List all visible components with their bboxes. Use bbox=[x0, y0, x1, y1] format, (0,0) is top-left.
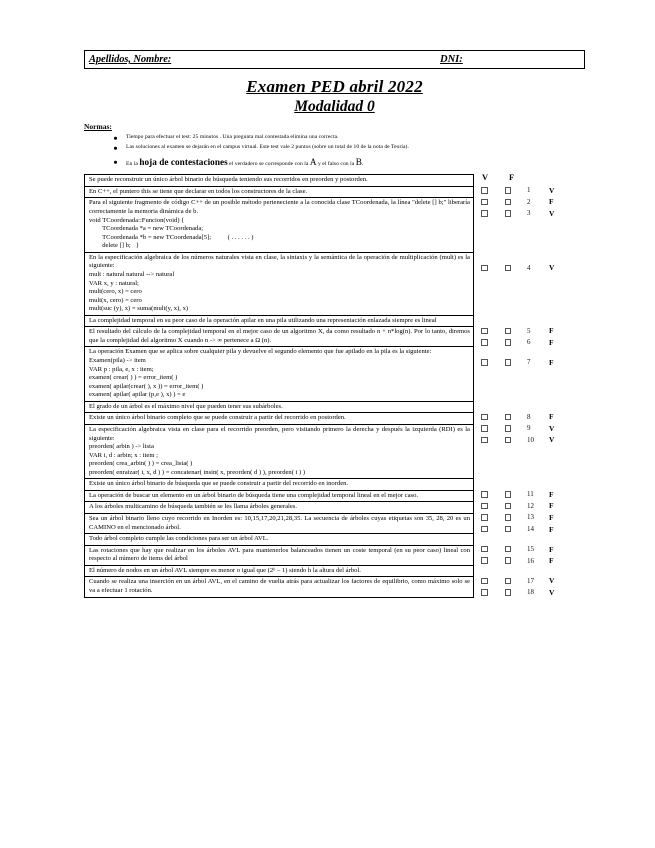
answer-row bbox=[480, 424, 554, 433]
checkbox-true[interactable] bbox=[481, 437, 488, 444]
question-code-line: mult : natural natural --> natural bbox=[89, 270, 175, 278]
checkbox-false[interactable] bbox=[505, 187, 512, 194]
question-code-line: examen( crear( ) ) = error_item( ) bbox=[89, 374, 178, 382]
question-cell bbox=[85, 565, 474, 577]
checkbox-true[interactable] bbox=[481, 414, 488, 421]
question-text: Existe un único árbol binario completo que se puede construir a partir del recorrido en postorden. bbox=[89, 414, 346, 422]
question-text: Existe un único árbol binario de búsqueda que se puede construir a partir del recorrido en inorden. bbox=[89, 480, 349, 488]
norma-emph-end: . bbox=[361, 160, 364, 167]
question-code-line: mult(x, cero) = cero bbox=[89, 296, 142, 304]
question-code-line: preorden( arbin ) -> lista bbox=[89, 443, 154, 451]
question-text: El resultado del cálculo de la complejidad temporal en el mejor caso de un algoritmo X, da como resultado n + n*log(n). Por lo tanto, diremos que la complejidad del algoritmo X cuando n -> ∞ pertenece a Ω (n). bbox=[89, 328, 470, 344]
question-number: 6 bbox=[527, 338, 531, 347]
question-code-line: void TCoordenada::Funcion(void) { bbox=[89, 216, 185, 224]
answer-row bbox=[480, 525, 554, 534]
answer-key: F bbox=[549, 544, 554, 554]
question-number: 8 bbox=[527, 412, 531, 421]
answer-row bbox=[480, 412, 554, 421]
checkbox-true[interactable] bbox=[481, 546, 488, 553]
question-cell bbox=[85, 534, 474, 546]
exam-title: Examen PED abril 2022 bbox=[246, 77, 423, 96]
answer-key: F bbox=[549, 357, 554, 367]
answer-key: V bbox=[549, 263, 555, 273]
table-row bbox=[85, 479, 474, 491]
question-number: 12 bbox=[527, 501, 534, 510]
questions-table bbox=[84, 174, 474, 597]
question-code-line: preorden( crea_arbin( ) ) = crea_lista( ) bbox=[89, 460, 193, 468]
question-code-line: TCoordenada *b = new TCoordenada[5]; ( . . . . . . ) bbox=[89, 233, 254, 241]
answer-key: V bbox=[549, 185, 555, 195]
question-number: 13 bbox=[527, 513, 534, 522]
checkbox-false[interactable] bbox=[505, 210, 512, 217]
question-cell bbox=[85, 413, 474, 425]
table-row bbox=[85, 186, 474, 198]
table-row bbox=[85, 198, 474, 252]
answer-row bbox=[480, 588, 554, 597]
checkbox-true[interactable] bbox=[481, 526, 488, 533]
answer-row bbox=[480, 209, 554, 218]
question-code-line: VAR i, d : arbin; x : item ; bbox=[89, 451, 158, 459]
question-code-line: Examen(pila) -> item bbox=[89, 357, 146, 365]
answer-key: V bbox=[549, 587, 555, 597]
dni-label: DNI: bbox=[440, 54, 463, 65]
question-number: 11 bbox=[527, 490, 534, 499]
answer-key: F bbox=[549, 524, 554, 534]
column-header-f: F bbox=[509, 173, 515, 183]
question-number: 5 bbox=[527, 326, 531, 335]
checkbox-false[interactable] bbox=[505, 414, 512, 421]
checkbox-false[interactable] bbox=[505, 437, 512, 444]
question-number: 1 bbox=[527, 186, 531, 195]
question-cell bbox=[85, 401, 474, 413]
norma-letter-b: B bbox=[355, 156, 362, 167]
question-cell bbox=[85, 347, 474, 401]
answer-row bbox=[480, 435, 554, 444]
question-code-line: delete [] b; } bbox=[89, 242, 139, 250]
table-row bbox=[85, 347, 474, 401]
question-cell bbox=[85, 186, 474, 198]
answer-key: F bbox=[549, 489, 554, 499]
question-cell bbox=[85, 424, 474, 478]
checkbox-false[interactable] bbox=[505, 425, 512, 432]
question-code-line: examen( apilar( apilar (p,e ), x) ) = e bbox=[89, 391, 186, 399]
table-row bbox=[85, 534, 474, 546]
question-cell bbox=[85, 252, 474, 315]
identity-box[interactable] bbox=[84, 50, 585, 69]
normas-list bbox=[84, 133, 585, 171]
question-number: 2 bbox=[527, 197, 531, 206]
answer-key: F bbox=[549, 512, 554, 522]
table-row bbox=[85, 490, 474, 502]
question-text: Todo árbol completo cumple las condiciones para ser un árbol AVL. bbox=[89, 535, 269, 543]
table-row bbox=[85, 413, 474, 425]
question-cell bbox=[85, 490, 474, 502]
norma-letter-a: A bbox=[309, 156, 317, 167]
answer-key: F bbox=[549, 197, 554, 207]
checkbox-true[interactable] bbox=[481, 210, 488, 217]
question-cell bbox=[85, 315, 474, 327]
checkbox-true[interactable] bbox=[481, 328, 488, 335]
answer-row bbox=[480, 545, 554, 554]
answer-key: F bbox=[549, 412, 554, 422]
checkbox-false[interactable] bbox=[505, 578, 512, 585]
question-text: En la especificación algebraica de los números naturales vista en clase, la sintaxis y la semántica de la operación de multiplicación (mult) es la siguiente: bbox=[89, 253, 470, 270]
bullet-icon bbox=[114, 161, 117, 164]
bullet-icon bbox=[114, 147, 117, 150]
answer-key: F bbox=[549, 501, 554, 511]
normas-heading: Normas: bbox=[84, 122, 112, 132]
question-number: 4 bbox=[527, 263, 531, 272]
checkbox-true[interactable] bbox=[481, 578, 488, 585]
question-text: Las rotaciones que hay que realizar en los árboles AVL para mantenerlos balanceados tienen un coste temporal (en su peor caso) lineal con respecto al número de items del árbol bbox=[89, 546, 470, 563]
question-text: El número de nodos en un árbol AVL siempre es menor o igual que (2ʰ – 1) siendo h la altura del árbol. bbox=[89, 566, 361, 574]
answer-key: F bbox=[549, 556, 554, 566]
answer-key: V bbox=[549, 208, 555, 218]
question-number: 9 bbox=[527, 424, 531, 433]
norma-emph-mid: el verdadero se corresponde con la bbox=[227, 160, 310, 167]
question-text: A los árboles multicamino de búsqueda también se les llama árboles generales. bbox=[89, 503, 298, 511]
question-cell bbox=[85, 327, 474, 347]
answer-row bbox=[480, 263, 554, 272]
exam-subtitle: Modalidad 0 bbox=[294, 98, 375, 116]
table-row bbox=[85, 545, 474, 565]
norma-emph-mid2: y el falso con la bbox=[316, 160, 356, 167]
question-number: 3 bbox=[527, 209, 531, 218]
title-block bbox=[84, 76, 585, 117]
norma-item bbox=[84, 133, 585, 143]
checkbox-false[interactable] bbox=[505, 503, 512, 510]
question-cell bbox=[85, 175, 474, 187]
checkbox-false[interactable] bbox=[505, 359, 512, 366]
answers-column bbox=[480, 173, 585, 597]
question-text: La complejidad temporal en su peor caso de la operación apilar en una pila utilizando una representación enlazada siempre es lineal bbox=[89, 316, 437, 324]
table-row bbox=[85, 175, 474, 187]
question-text: La operación Examen que se aplica sobre cualquier pila y devuelve el segundo elemento que fue apilado en la pila es la siguiente: bbox=[89, 348, 432, 356]
question-number: 7 bbox=[527, 358, 531, 367]
answer-row bbox=[480, 358, 554, 367]
table-row bbox=[85, 565, 474, 577]
question-text: La especificación algebraica vista en clase para el recorrido preorden, pero visitando primero la derecha y después la izquierda (RDI) es la siguiente: bbox=[89, 425, 470, 442]
question-text: Cuando se realiza una inserción en un árbol AVL, en el camino de vuelta atrás para actualizar los factores de equilibrio, como máximo solo se va a efectuar 1 rotación. bbox=[89, 578, 470, 594]
answer-row bbox=[480, 501, 554, 510]
checkbox-true[interactable] bbox=[481, 514, 488, 521]
norma-text: Tiempo para efectuar el test: 25 minutos . Una pregunta mal contestada elimina una correcta. bbox=[126, 134, 339, 141]
checkbox-false[interactable] bbox=[505, 557, 512, 564]
checkbox-false[interactable] bbox=[505, 546, 512, 553]
checkbox-true[interactable] bbox=[481, 339, 488, 346]
answer-row bbox=[480, 513, 554, 522]
question-number: 18 bbox=[527, 588, 534, 597]
answer-key: F bbox=[549, 326, 554, 336]
answer-key: V bbox=[549, 423, 555, 433]
checkbox-true[interactable] bbox=[481, 359, 488, 366]
question-cell bbox=[85, 502, 474, 514]
table-row bbox=[85, 401, 474, 413]
norma-emph-strong: hoja de contestaciones bbox=[139, 156, 228, 167]
answer-row bbox=[480, 197, 554, 206]
checkbox-false[interactable] bbox=[505, 514, 512, 521]
question-code-line: mult(cero, x) = cero bbox=[89, 288, 142, 296]
checkbox-false[interactable] bbox=[505, 199, 512, 206]
question-code-line: TCoordenada *a = new TCoordenada; bbox=[89, 225, 204, 233]
answer-row bbox=[480, 490, 554, 499]
answer-row bbox=[480, 576, 554, 585]
column-header-v: V bbox=[482, 173, 489, 183]
question-cell bbox=[85, 577, 474, 597]
question-code-line: preorden( enraizar( i, x, d ) ) = concatenar( insin( x, preorden( d ) ), preorden( i ) ) bbox=[89, 468, 306, 476]
vf-header bbox=[480, 174, 585, 185]
question-code-line: VAR x, y : natural; bbox=[89, 279, 139, 287]
question-code-line: VAR p : pila, e, x : item; bbox=[89, 365, 154, 373]
checkbox-false[interactable] bbox=[505, 491, 512, 498]
checkbox-true[interactable] bbox=[481, 187, 488, 194]
table-row bbox=[85, 502, 474, 514]
question-text: El grado de un árbol es el máximo nivel que pueden tener sus subárboles. bbox=[89, 402, 283, 410]
checkbox-true[interactable] bbox=[481, 589, 488, 596]
question-number: 17 bbox=[527, 576, 534, 585]
answer-row bbox=[480, 326, 554, 335]
question-number: 10 bbox=[527, 435, 534, 444]
table-row bbox=[85, 514, 474, 534]
question-text: Sea un árbol binario lleno cuyo recorrido en Inorden es: 10,15,17,20,21,28,35. La secuencia de árboles cuyas etiquetas son 35, 28, 20 es un CAMINO en el mencionado árbol. bbox=[89, 515, 470, 531]
table-row bbox=[85, 327, 474, 347]
answer-row bbox=[480, 186, 554, 195]
answer-key: V bbox=[549, 576, 555, 586]
table-row bbox=[85, 424, 474, 478]
test-area bbox=[84, 174, 585, 597]
question-cell bbox=[85, 545, 474, 565]
answer-row bbox=[480, 556, 554, 565]
norma-item-emphasis bbox=[84, 153, 585, 171]
question-cell bbox=[85, 198, 474, 252]
question-text: Se puede reconstruir un único árbol binario de búsqueda teniendo sus recorridos en preorden y postorden. bbox=[89, 176, 368, 184]
norma-text: Las soluciones al examen se dejarán en el campus virtual. Este test vale 2 puntos (sobre un total de 10 de la nota de Teoría). bbox=[126, 144, 409, 151]
question-number: 14 bbox=[527, 525, 534, 534]
checkbox-true[interactable] bbox=[481, 491, 488, 498]
norma-emph-prefix: En la bbox=[126, 160, 140, 167]
bullet-icon bbox=[114, 137, 117, 140]
checkbox-true[interactable] bbox=[481, 503, 488, 510]
question-cell bbox=[85, 479, 474, 491]
question-code-line: mult(suc (y), x) = suma(mult(y, x), x) bbox=[89, 305, 189, 313]
question-number: 15 bbox=[527, 545, 534, 554]
table-row bbox=[85, 315, 474, 327]
checkbox-true[interactable] bbox=[481, 265, 488, 272]
checkbox-false[interactable] bbox=[505, 526, 512, 533]
answer-row bbox=[480, 338, 554, 347]
question-cell bbox=[85, 514, 474, 534]
name-label: Apellidos, Nombre: bbox=[89, 54, 172, 65]
question-number: 16 bbox=[527, 556, 534, 565]
question-text: En C++, el puntero this se tiene que declarar en todos los constructores de la clase. bbox=[89, 187, 308, 195]
answer-key: F bbox=[549, 337, 554, 347]
checkbox-true[interactable] bbox=[481, 425, 488, 432]
answer-key: V bbox=[549, 435, 555, 445]
table-row bbox=[85, 577, 474, 597]
question-text: Para el siguiente fragmento de código C++ de un posible método perteneciente a la conocida clase TCoordenada, la línea "delete [] b;" liberaría correctamente la memoria dinámica de b. bbox=[89, 199, 470, 216]
question-text: La operación de buscar un elemento en un árbol binario de búsqueda tiene una complejidad temporal lineal en el mejor caso. bbox=[89, 491, 419, 499]
checkbox-false[interactable] bbox=[505, 328, 512, 335]
table-row bbox=[85, 252, 474, 315]
norma-item bbox=[84, 143, 585, 153]
checkbox-false[interactable] bbox=[505, 339, 512, 346]
checkbox-true[interactable] bbox=[481, 199, 488, 206]
checkbox-false[interactable] bbox=[505, 265, 512, 272]
checkbox-true[interactable] bbox=[481, 557, 488, 564]
question-code-line: examen( apilar(crear( ), x )) = error_item( ) bbox=[89, 382, 204, 390]
checkbox-false[interactable] bbox=[505, 589, 512, 596]
